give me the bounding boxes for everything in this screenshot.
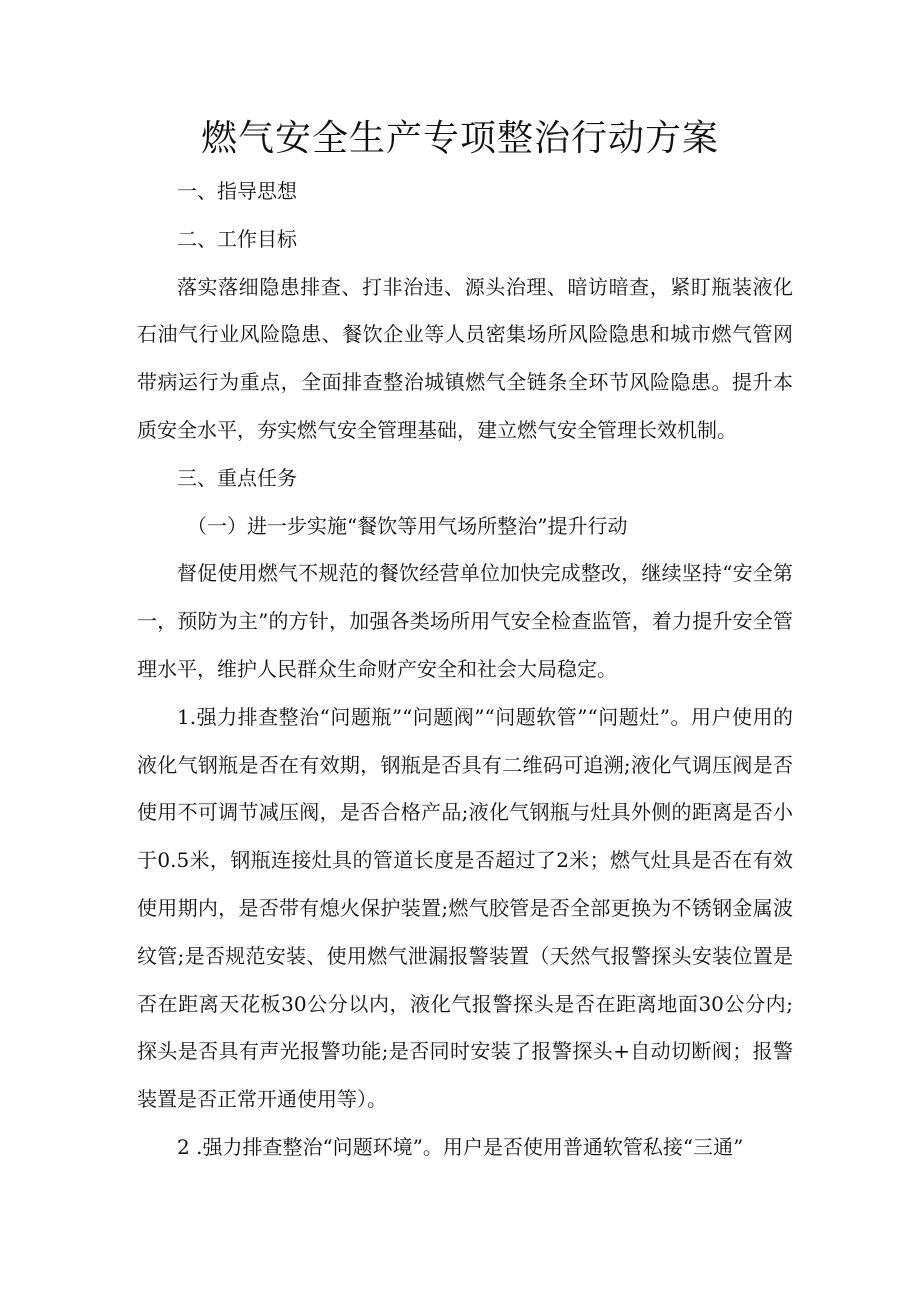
section-heading-work-goals: 二、工作目标 — [177, 226, 297, 251]
paragraph-work-goals: 落实落细隐患排查、打非治违、源头治理、暗访暗查，紧盯瓶装液化石油气行业风险隐患、餐饮企业等人员密集场所风险隐患和城市燃气管网带病运行为重点，全面排查整治城镇燃气全链条全环节风险隐患。提升本质安全水平，夯实燃气安全管理基础，建立燃气安全管理长效机制。 — [137, 274, 793, 442]
document-body — [137, 168, 793, 1172]
paragraph-item-1: 1.强力排查整治“问题瓶”“问题阀”“问题软管”“问题灶”。用户使用的液化气钢瓶是否在有效期，钢瓶是否具有二维码可追溯;液化气调压阀是否使用不可调节减压阀，是否合格产品;液化气钢瓶与灶具外侧的距离是否小于0.5米，钢瓶连接灶具的管道长度是否超过了2米；燃气灶具是否在有效使用期内，是否带有熄火保护装置;燃气胶管是否全部更换为不锈钢金属波纹管;是否规范安装、使用燃气泄漏报警装置（天然气报警探头安装位置是否在距离天花板30公分以内，液化气报警探头是否在距离地面30公分内;探头是否具有声光报警功能;是否同时安装了报警探头+自动切断阀；报警装置是否正常开通使用等）。 — [137, 704, 793, 1112]
paragraph-item-2: 2 .强力排查整治“问题环境”。用户是否使用普通软管私接“三通” — [177, 1134, 744, 1159]
section-heading-key-tasks: 三、重点任务 — [177, 465, 297, 490]
subsection-heading-catering: （一）进一步实施“餐饮等用气场所整治”提升行动 — [187, 513, 628, 538]
paragraph-catering: 督促使用燃气不规范的餐饮经营单位加快完成整改，继续坚持“安全第一，预防为主”的方针，加强各类场所用气安全检查监管，着力提升安全管理水平，维护人民群众生命财产安全和社会大局稳定。 — [137, 561, 793, 681]
section-heading-guiding-thought: 一、指导思想 — [177, 179, 297, 203]
page-title: 燃气安全生产专项整治行动方案 — [200, 118, 719, 159]
